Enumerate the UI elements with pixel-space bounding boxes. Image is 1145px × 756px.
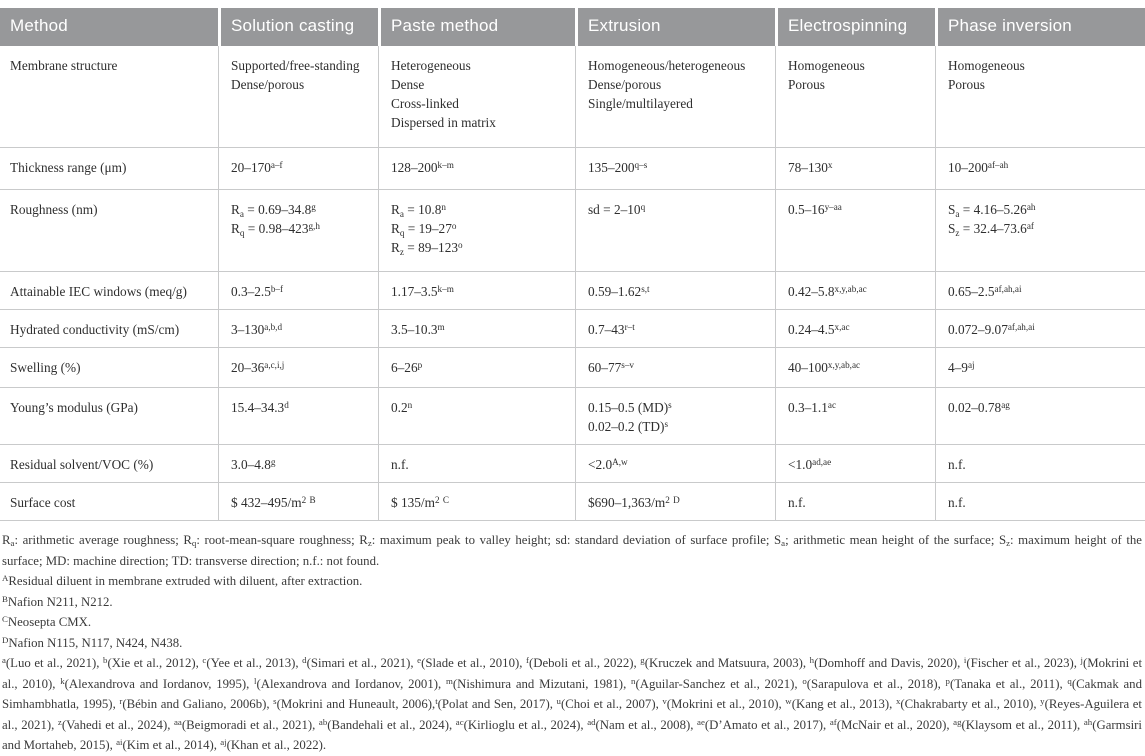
subscript: z xyxy=(367,538,372,549)
superscript: p xyxy=(417,359,423,370)
superscript: d xyxy=(284,399,289,410)
cell-line: 135–200$^{q-s}$ xyxy=(588,159,648,175)
subscript: z xyxy=(1006,538,1010,549)
superscript: af–ah xyxy=(987,159,1009,170)
superscript: af,ah,ai xyxy=(1007,321,1035,332)
column-header-extrusion: Extrusion xyxy=(575,8,775,46)
row-label: Swelling (%) xyxy=(0,348,218,388)
superscript: s–v xyxy=(621,359,634,370)
cell-line: Single/multilayered xyxy=(588,96,693,111)
superscript: a–f xyxy=(270,159,283,170)
table-cell xyxy=(935,190,1145,272)
superscript: af xyxy=(1026,220,1034,231)
row-label: Thickness range (μm) xyxy=(0,148,218,190)
table-cell xyxy=(775,272,935,310)
column-header-solution-casting: Solution casting xyxy=(218,8,378,46)
superscript: ag xyxy=(1001,399,1010,410)
superscript: h xyxy=(809,655,815,666)
superscript: r xyxy=(119,696,123,707)
table-row xyxy=(0,310,1145,348)
citations-note: $^a$(Luo et al., 2021), $^b$(Xie et al., 2012), $^c$(Yee et al., 2013), $^d$(Simari et al., 2021), $^e$(Slade et al., 2010), $^f$(Deboli et al., 2022), $^g$(Kruczek and Matsuura, 2003), $^h$(Domhoff and Davis, 2020), $^i$(Fischer et al., 2023), $^j$(Mokrini et al., 2010), $^k$(Alexandrova and Iordanov, 1995), $^l$(Alexandrova and Iordanov, 2001), $^m$(Nishimura and Mizutani, 1981), $^n$(Aguilar-Sanchez et al., 2021), $^o$(Sarapulova et al., 2018), $^p$(Tanaka et al., 2011), $^q$(Cakmak and Simhambhatla, 1995), $^r$(Bébin and Galiano, 2006b), $^s$(Mokrini and Huneault, 2006),$^t$(Polat and Sen, 2017), $^u$(Choi et al., 2007), $^v$(Mokrini et al., 2010), $^w$(Kang et al., 2013), $^x$(Chakrabarty et al., 2010), $^y$(Reyes-Aguilera et al., 2021), $^z$(Vahedi et al., 2024), $^{aa}$(Beigmoradi et al., 2021), $^{ab}$(Bandehali et al., 2024), $^{ac}$(Kirlioglu et al., 2024), $^{ad}$(Nam et al., 2008), $^{ae}$(D’Amato et al., 2017), $^{af}$(McNair et al., 2020), $^{ag}$(Klaysom et al., 2011), $^{ah}$(Garmsiri and Mortaheb, 2015), $^{ai}$(Kim et al., 2014), $^{aj}$(Khan et al., 2022). xyxy=(2,655,1143,752)
superscript: s,t xyxy=(641,283,650,294)
table-cell xyxy=(775,483,935,521)
cell-line: 0.02–0.2 (TD)$^s$ xyxy=(588,418,669,434)
superscript: D xyxy=(673,494,680,505)
table-cell xyxy=(218,310,378,348)
superscript: w xyxy=(785,696,792,707)
superscript: u xyxy=(556,696,561,707)
superscript: j xyxy=(1080,655,1083,666)
cell-line: $R_q = 0.98-423^{g,h}$ xyxy=(231,220,320,238)
table-cell xyxy=(218,46,378,148)
superscript: B xyxy=(2,593,8,604)
cell-line: $R_a = 10.8^n$ xyxy=(391,201,446,219)
table-cell xyxy=(378,190,575,272)
method-comparison-table xyxy=(0,8,1145,521)
superscript: y–aa xyxy=(824,201,842,212)
cell-line: 15.4–34.3$^d$ xyxy=(231,399,289,415)
table-cell xyxy=(378,46,575,148)
cell-line: 128–200$^{k-m}$ xyxy=(391,159,454,175)
superscript: k–m xyxy=(437,283,454,294)
superscript: p xyxy=(945,675,950,686)
superscript: k xyxy=(60,675,65,686)
cell-line: $R_q = 19-27^o$ xyxy=(391,220,457,238)
superscript: x,ac xyxy=(834,321,850,332)
superscript: ah xyxy=(1083,716,1093,727)
cell-line: $R_z = 89-123^o$ xyxy=(391,239,463,257)
superscript: C xyxy=(442,494,449,505)
table-cell xyxy=(935,272,1145,310)
cell-line: $4-9^{aj}$ xyxy=(948,359,975,375)
superscript: ad xyxy=(587,716,596,727)
cell-line: n.f. xyxy=(948,457,966,472)
table-header xyxy=(0,8,1145,46)
superscript: m xyxy=(437,321,445,332)
superscript: z xyxy=(57,716,62,727)
cell-line: $<1.0^{ad,ae}$ xyxy=(788,456,832,472)
superscript: b xyxy=(103,655,108,666)
table-cell xyxy=(218,483,378,521)
table-row xyxy=(0,272,1145,310)
superscript: D xyxy=(2,634,9,645)
cell-line: Dispersed in matrix xyxy=(391,115,496,130)
superscript: i xyxy=(963,655,967,666)
cell-line: 3–130$^{a,b,d}$ xyxy=(231,321,283,337)
table-cell xyxy=(935,483,1145,521)
cell-line: 0.7–43$^{r-t}$ xyxy=(588,321,635,337)
subscript: a xyxy=(955,208,960,219)
column-header-method: Method xyxy=(0,8,218,46)
table-row xyxy=(0,445,1145,483)
table-cell xyxy=(378,348,575,388)
table-row xyxy=(0,388,1145,445)
table-cell xyxy=(935,310,1145,348)
table-body xyxy=(0,46,1145,521)
cell-line: Dense/porous xyxy=(588,77,662,92)
cell-line: n.f. xyxy=(788,495,806,510)
table-cell xyxy=(775,46,935,148)
table-cell xyxy=(935,388,1145,445)
row-label: Residual solvent/VOC (%) xyxy=(0,445,218,483)
superscript: s xyxy=(664,418,669,429)
superscript: s xyxy=(668,399,672,410)
table-row xyxy=(0,190,1145,272)
subscript: a xyxy=(239,208,244,219)
table-cell xyxy=(218,445,378,483)
cell-line: 20–170$^{a-f}$ xyxy=(231,159,283,175)
table-cell xyxy=(378,445,575,483)
superscript: ai xyxy=(116,737,123,748)
subscript: q xyxy=(191,538,197,549)
superscript: a xyxy=(2,655,6,666)
superscript: x,y,ab,ac xyxy=(827,359,861,370)
cell-line: 78–130$^x$ xyxy=(788,159,833,175)
cell-line: Dense/porous xyxy=(231,77,305,92)
table-cell xyxy=(775,310,935,348)
subscript: a xyxy=(781,538,786,549)
superscript: a,c,i,j xyxy=(264,359,285,370)
superscript: a,b,d xyxy=(264,321,283,332)
table-cell xyxy=(378,310,575,348)
subscript: z xyxy=(399,246,404,257)
superscript: aj xyxy=(967,359,975,370)
table-cell xyxy=(378,388,575,445)
superscript: s xyxy=(273,696,277,707)
superscript: t xyxy=(435,696,438,707)
superscript: 2 xyxy=(665,494,670,505)
superscript: d xyxy=(302,655,307,666)
cell-line: Homogeneous xyxy=(788,58,865,73)
row-label: Surface cost xyxy=(0,483,218,521)
column-header-phase-inversion: Phase inversion xyxy=(935,8,1145,46)
cell-line: $ $135/m^2$ $^C$ xyxy=(391,494,449,510)
superscript: c xyxy=(202,655,207,666)
cell-line: $ $432-495/m^2$ $^B$ xyxy=(231,494,316,510)
cell-line: 0.2$^n$ xyxy=(391,399,413,415)
table-row xyxy=(0,46,1145,148)
superscript: g xyxy=(640,655,645,666)
subscript: z xyxy=(955,227,960,238)
superscript: 2 xyxy=(434,494,440,505)
table-row xyxy=(0,348,1145,388)
table-row xyxy=(0,483,1145,521)
superscript: ad,ae xyxy=(812,456,832,467)
superscript: C xyxy=(2,614,8,625)
superscript: o xyxy=(458,239,463,250)
table-cell xyxy=(775,348,935,388)
superscript: ae xyxy=(697,716,705,727)
cell-line: $S_a = 4.16-5.26^{ah}$ xyxy=(948,201,1036,219)
cell-line: Heterogeneous xyxy=(391,58,471,73)
superscript: B xyxy=(309,494,316,505)
column-header-paste-method: Paste method xyxy=(378,8,575,46)
header-row xyxy=(0,8,1145,46)
cell-line: n.f. xyxy=(391,457,409,472)
cell-line: Supported/free-standing xyxy=(231,58,360,73)
superscript: r–t xyxy=(624,321,635,332)
lettered-notes xyxy=(2,571,1142,653)
superscript: n xyxy=(631,675,636,686)
table-cell xyxy=(935,148,1145,190)
table-cell xyxy=(775,388,935,445)
cell-line: $\$690-1,363/m^2$ $^D$ xyxy=(588,494,680,510)
table-cell xyxy=(575,388,775,445)
footnote-line: $^A$Residual diluent in membrane extruded with diluent, after extraction. xyxy=(2,573,363,588)
superscript: e xyxy=(417,655,422,666)
superscript: ag xyxy=(953,716,962,727)
cell-line: $<2.0^{A,w}$ xyxy=(588,456,628,472)
superscript: ah xyxy=(1026,201,1036,212)
subscript: a xyxy=(10,538,15,549)
cell-line: 1.17–3.5$^{k-m}$ xyxy=(391,283,454,299)
superscript: n xyxy=(407,399,413,410)
superscript: ac xyxy=(455,716,464,727)
table-cell xyxy=(218,348,378,388)
table-row xyxy=(0,148,1145,190)
cell-line: 6–26$^p$ xyxy=(391,359,423,375)
superscript: 2 xyxy=(301,494,307,505)
cell-line: Cross-linked xyxy=(391,96,459,111)
table-cell xyxy=(575,445,775,483)
cell-line: Porous xyxy=(788,77,825,92)
superscript: k–m xyxy=(437,159,454,170)
cell-line: $0.24-4.5^{x,ac}$ xyxy=(788,321,850,337)
cell-line: sd = $2-10^q$ xyxy=(588,201,646,217)
row-label: Membrane structure xyxy=(0,46,218,148)
cell-line: 0.02–0.78$^{ag}$ xyxy=(948,399,1010,415)
superscript: A xyxy=(2,573,9,584)
cell-line: Homogeneous xyxy=(948,58,1025,73)
cell-line: 60–77$^{s-v}$ xyxy=(588,359,634,375)
cell-line: n.f. xyxy=(948,495,966,510)
superscript: af xyxy=(829,716,837,727)
superscript: n xyxy=(441,201,446,212)
cell-line: 3.5–10.3$^m$ xyxy=(391,321,445,337)
row-label: Attainable IEC windows (meq/g) xyxy=(0,272,218,310)
superscript: aj xyxy=(220,737,227,748)
subscript: a xyxy=(399,208,404,219)
superscript: x xyxy=(895,696,901,707)
superscript: b–f xyxy=(270,283,284,294)
superscript: m xyxy=(445,675,453,686)
superscript: g,h xyxy=(308,220,320,231)
table-cell xyxy=(575,310,775,348)
superscript: v xyxy=(662,696,667,707)
table-cell xyxy=(378,148,575,190)
table-cell xyxy=(575,190,775,272)
cell-line: 20–36$^{a,c,i,j}$ xyxy=(231,359,285,375)
footnote-line: $^C$Neosepta CMX. xyxy=(2,614,92,629)
superscript: ac xyxy=(827,399,837,410)
cell-line: 0.15–0.5 (MD)$^s$ xyxy=(588,399,672,415)
cell-line: $10-200^{af-ah}$ xyxy=(948,159,1009,175)
cell-line: $R_a = 0.69-34.8^g$ xyxy=(231,201,316,219)
superscript: A,w xyxy=(612,456,628,467)
table-cell xyxy=(935,445,1145,483)
superscript: x,y,ab,ac xyxy=(834,283,867,294)
superscript: o xyxy=(451,220,457,231)
footnote-line: $^B$Nafion N211, N212. xyxy=(2,593,113,609)
superscript: l xyxy=(254,675,257,686)
cell-line: $40-100^{x,y,ab,ac}$ xyxy=(788,359,861,375)
superscript: ab xyxy=(318,716,328,727)
cell-line: 0.3–1.1$^{ac}$ xyxy=(788,399,837,415)
cell-line: 0.3–2.5$^{b-f}$ xyxy=(231,283,284,299)
cell-line: $0.072-9.07^{af,ah,ai}$ xyxy=(948,321,1035,337)
cell-line: Dense xyxy=(391,77,425,92)
subscript: q xyxy=(399,227,405,238)
table-cell xyxy=(218,388,378,445)
column-header-electrospinning: Electrospinning xyxy=(775,8,935,46)
superscript: y xyxy=(1040,696,1045,707)
cell-line: $0.5-16^{y-aa}$ xyxy=(788,201,842,217)
superscript: x xyxy=(827,159,833,170)
superscript: q xyxy=(1067,675,1072,686)
superscript: af,ah,ai xyxy=(994,283,1022,294)
table-cell xyxy=(575,483,775,521)
cell-line: $0.65-2.5^{af,ah,ai}$ xyxy=(948,283,1022,299)
cell-line: $S_z = 32.4-73.6^{af}$ xyxy=(948,220,1034,238)
footnote-line: $^D$Nafion N115, N117, N424, N438. xyxy=(2,634,183,650)
superscript: q xyxy=(640,201,646,212)
table-cell xyxy=(378,483,575,521)
superscript: f xyxy=(526,655,529,666)
superscript: q–s xyxy=(634,159,648,170)
cell-line: Porous xyxy=(948,77,985,92)
superscript: g xyxy=(311,201,316,212)
table-cell xyxy=(378,272,575,310)
table-cell xyxy=(775,148,935,190)
cell-line: 0.59–1.62$^{s,t}$ xyxy=(588,283,650,299)
superscript: aa xyxy=(174,716,182,727)
superscript: g xyxy=(270,456,276,467)
table-cell xyxy=(935,46,1145,148)
table-cell xyxy=(935,348,1145,388)
abbreviations-note: $R_a$: arithmetic average roughness; $R_q$: root-mean-square roughness; $R_z$: maximum peak to valley height; sd: standard deviation of surface profile; $S_a$; arithmetic mean height of the surface; $S_z$: maximum height of the surface; MD: machine direction; TD: transverse direction; n.f.: not found. xyxy=(2,533,1142,568)
table-cell xyxy=(575,148,775,190)
row-label: Hydrated conductivity (mS/cm) xyxy=(0,310,218,348)
footnotes xyxy=(0,530,1145,756)
row-label: Roughness (nm) xyxy=(0,190,218,272)
row-label: Young’s modulus (GPa) xyxy=(0,388,218,445)
table-cell xyxy=(218,148,378,190)
table-cell xyxy=(218,272,378,310)
cell-line: Homogeneous/heterogeneous xyxy=(588,58,746,73)
table-cell xyxy=(775,445,935,483)
table-cell xyxy=(218,190,378,272)
superscript: o xyxy=(802,675,807,686)
table-cell xyxy=(575,46,775,148)
cell-line: $0.42-5.8^{x,y,ab,ac}$ xyxy=(788,283,867,299)
cell-line: 3.0–4.8$^g$ xyxy=(231,456,276,472)
table-cell xyxy=(575,348,775,388)
table-cell xyxy=(575,272,775,310)
table-cell xyxy=(775,190,935,272)
subscript: q xyxy=(239,227,245,238)
